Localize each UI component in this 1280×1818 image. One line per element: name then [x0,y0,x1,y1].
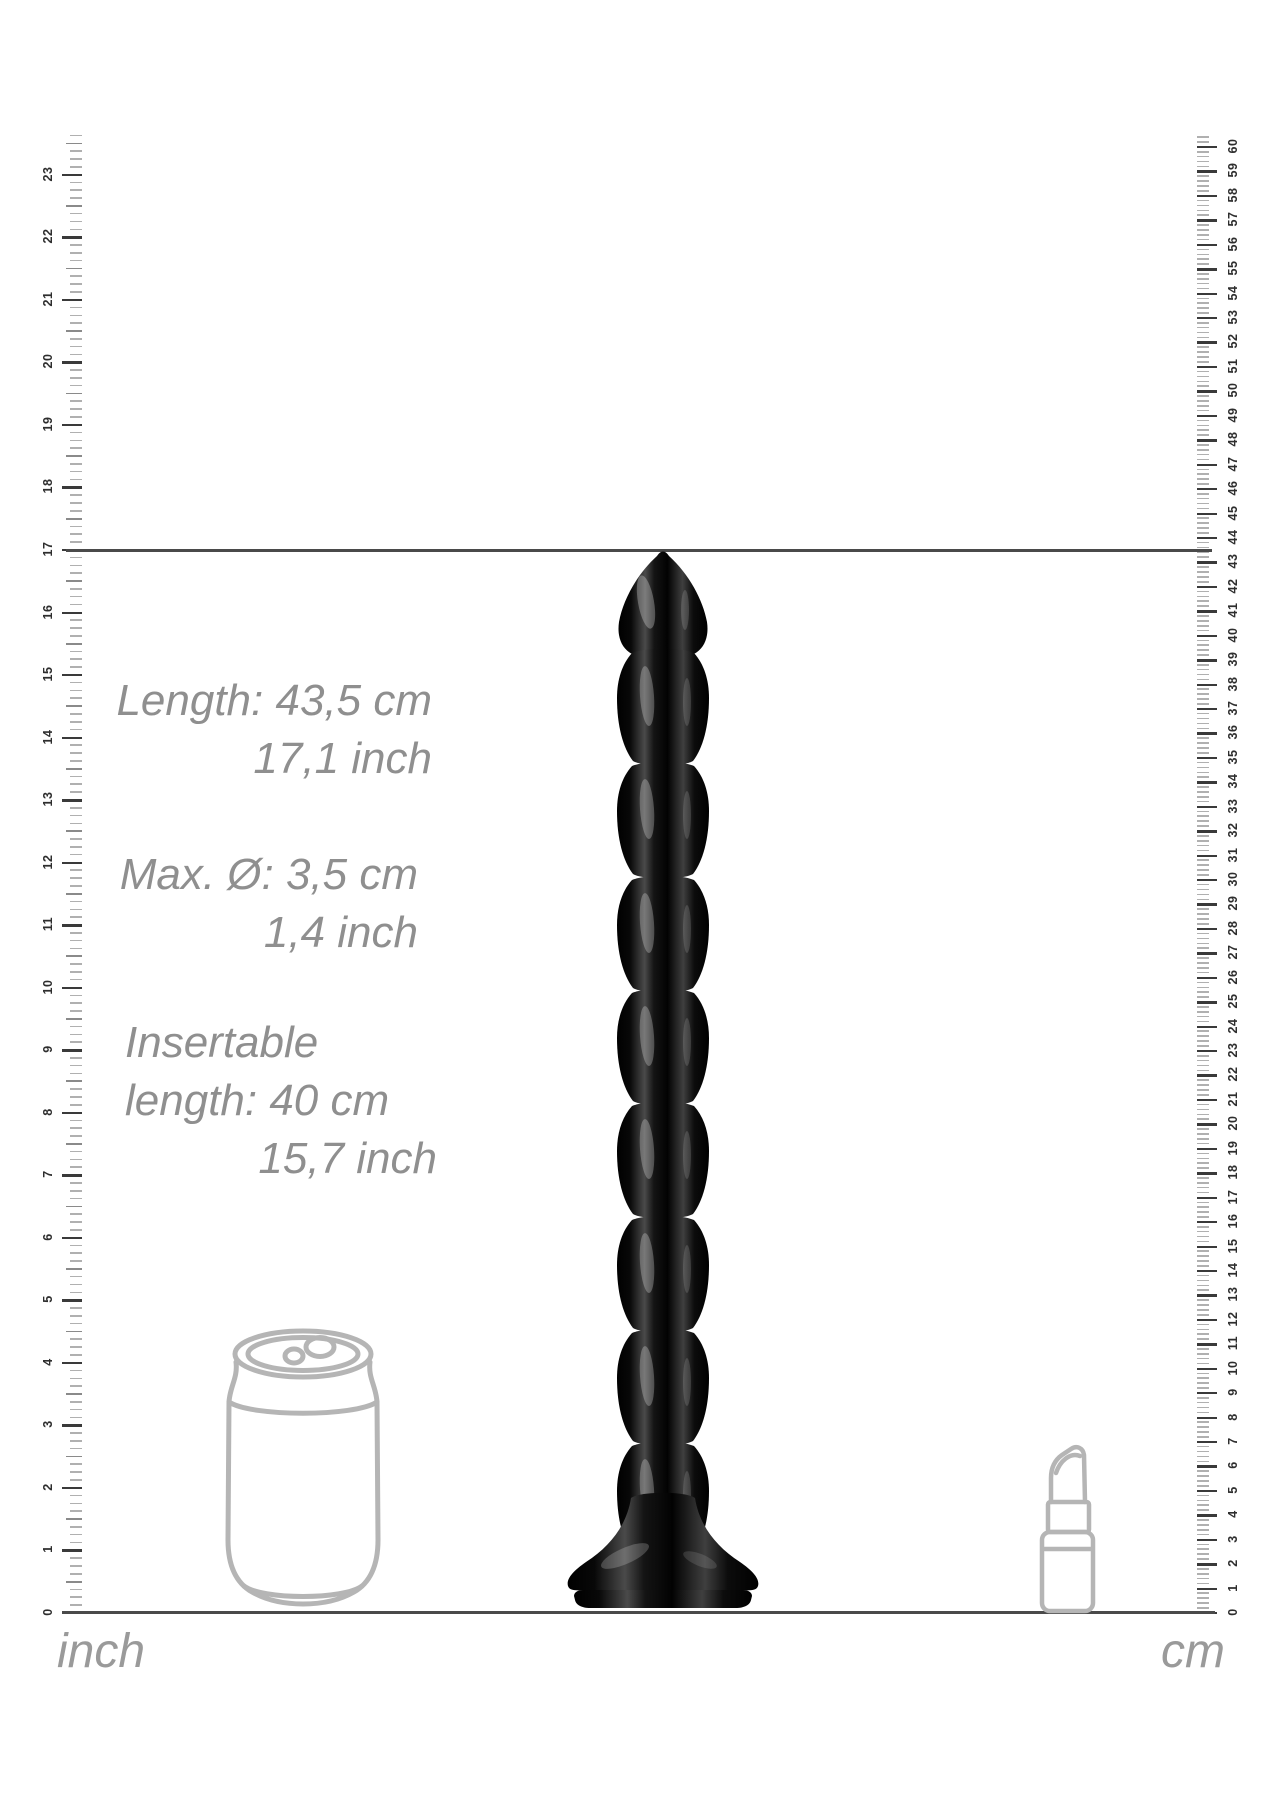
ruler-number: 20 [1226,1115,1240,1131]
ruler-number: 59 [1226,162,1240,178]
ruler-number: 26 [1226,969,1240,985]
ruler-number: 22 [1226,1067,1240,1082]
insertable-word-text: Insertable [125,1018,319,1067]
ruler-number: 12 [41,854,55,870]
ruler-number: 34 [1226,773,1240,789]
ruler-number: 60 [1226,138,1240,154]
ruler-number: 3 [41,1420,55,1429]
ruler-number: 27 [1226,944,1240,960]
ruler-number: 13 [1226,1286,1240,1302]
ruler-number: 48 [1226,431,1240,447]
ruler-number: 9 [41,1045,55,1053]
ruler-number: 51 [1226,358,1240,374]
ruler-number: 20 [41,353,55,369]
ruler-number: 18 [1226,1164,1240,1180]
ruler-number: 32 [1226,822,1240,838]
ruler-number: 16 [1226,1213,1240,1229]
ruler-number: 52 [1226,334,1240,349]
ruler-number: 7 [41,1170,55,1179]
ruler-number: 4 [1226,1510,1240,1518]
ruler-number: 23 [41,166,55,182]
ruler-number: 18 [41,479,55,494]
ruler-number: 5 [1226,1486,1240,1494]
ruler-number: 1 [41,1545,55,1554]
ruler-number: 15 [41,666,55,682]
ruler-number: 54 [1226,285,1240,301]
ruler-number: 49 [1226,407,1240,423]
ruler-number: 17 [41,541,55,557]
ruler-number: 40 [1226,627,1240,643]
ruler-number: 17 [1226,1189,1240,1205]
ruler-number: 8 [41,1108,55,1116]
ruler-number: 7 [1226,1437,1240,1445]
ruler-number: 46 [1226,480,1240,496]
ruler-number: 19 [41,416,55,432]
ruler-number: 28 [1226,920,1240,936]
cm-unit-label: cm [1161,1625,1225,1678]
diameter-cm-text: Max. Ø: 3,5 cm [119,850,418,899]
ruler-number: 2 [1226,1559,1240,1567]
ruler-number: 42 [1226,578,1240,594]
length-inch-text: 17,1 inch [253,734,432,783]
ruler-number: 31 [1226,847,1240,863]
insertable-cm-text: length: 40 cm [125,1076,390,1125]
ruler-number: 39 [1226,651,1240,667]
ruler-number: 11 [41,917,55,932]
ruler-number: 21 [41,291,55,307]
ruler-number: 21 [1226,1091,1240,1107]
ruler-number: 23 [1226,1042,1240,1058]
ruler-number: 0 [41,1608,55,1616]
ruler-number: 35 [1226,749,1240,765]
ruler-number: 0 [1226,1608,1240,1616]
ruler-number: 56 [1226,236,1240,252]
ruler-number: 16 [41,604,55,619]
ruler-number: 12 [1226,1311,1240,1327]
ruler-number: 13 [41,791,55,807]
ruler-number: 2 [41,1483,55,1491]
ruler-number: 10 [41,979,55,995]
ruler-number: 5 [41,1295,55,1304]
ruler-number: 22 [41,228,55,244]
ruler-number: 6 [41,1233,55,1241]
ruler-number: 37 [1226,700,1240,716]
ruler-number: 14 [1226,1262,1240,1278]
ruler-number: 3 [1226,1534,1240,1543]
ruler-number: 29 [1226,895,1240,911]
ruler-number: 24 [1226,1018,1240,1034]
ruler-number: 6 [1226,1461,1240,1470]
ruler-number: 36 [1226,724,1240,740]
ruler-number: 55 [1226,260,1240,276]
ruler-number: 1 [1226,1583,1240,1592]
ruler-number: 11 [1226,1336,1240,1351]
ruler-number: 53 [1226,309,1240,325]
ruler-number: 19 [1226,1140,1240,1156]
ruler-number: 41 [1226,602,1240,618]
ruler-number: 47 [1226,456,1240,472]
ruler-number: 58 [1226,187,1240,203]
insertable-inch-text: 15,7 inch [258,1134,437,1183]
ruler-number: 25 [1226,993,1240,1009]
diameter-inch-text: 1,4 inch [263,908,418,957]
ruler-number: 30 [1226,871,1240,887]
ruler-number: 10 [1226,1360,1240,1376]
ruler-number: 33 [1226,798,1240,814]
ruler-number: 57 [1226,211,1240,227]
inch-unit-label: inch [57,1625,146,1678]
ruler-number: 15 [1226,1238,1240,1253]
length-cm-text: Length: 43,5 cm [116,676,432,725]
ruler-number: 44 [1226,529,1240,545]
ruler-number: 50 [1226,382,1240,398]
ruler-number: 43 [1226,553,1240,569]
ruler-number: 38 [1226,676,1240,691]
ruler-number: 14 [41,729,55,745]
ruler-number: 8 [1226,1412,1240,1421]
ruler-number: 45 [1226,505,1240,520]
ruler-number: 4 [41,1358,55,1366]
ruler-number: 9 [1226,1388,1240,1396]
